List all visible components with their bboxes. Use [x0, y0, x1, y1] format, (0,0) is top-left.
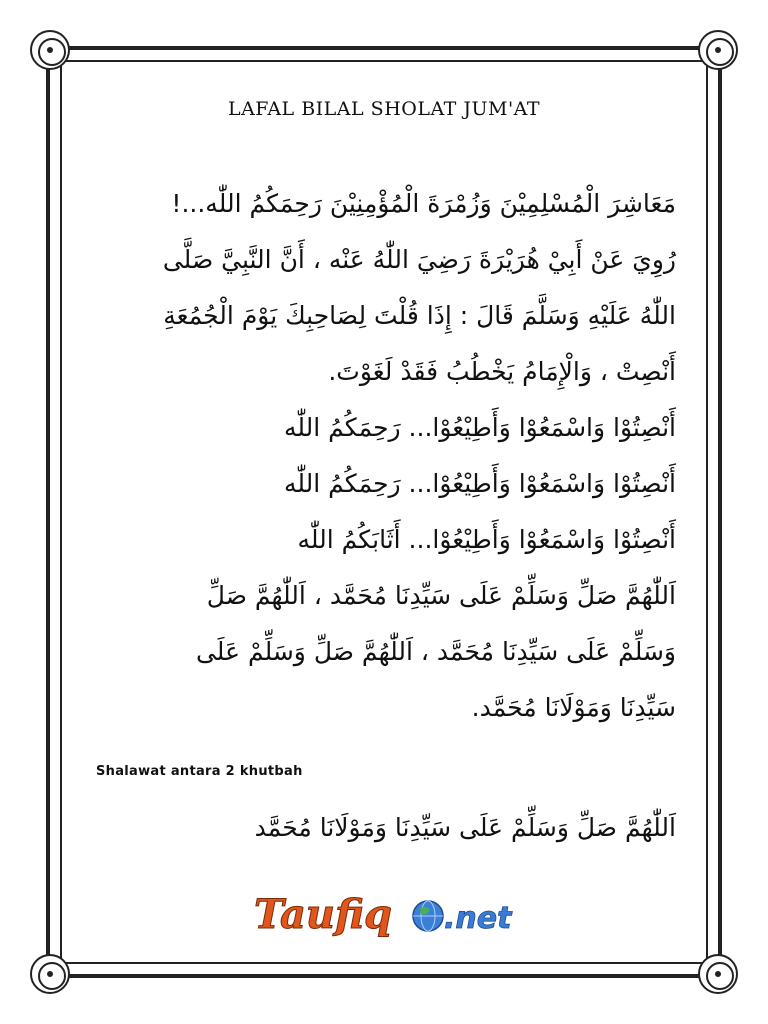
shalawat-text-block [88, 800, 676, 856]
arabic-line: أَنْصِتُوْا وَاسْمَعُوْا وَأَطِيْعُوْا... أَثَابَكُمُ اللّٰه [297, 525, 676, 554]
shalawat-caption: Shalawat antara 2 khutbah [96, 764, 303, 779]
logo-wordmark: Taufiq [254, 891, 392, 938]
logo-suffix: .net [444, 901, 512, 936]
shalawat-line: اَللّٰهُمَّ صَلِّ وَسَلِّمْ عَلَى سَيِّدِنَا وَمَوْلَانَا مُحَمَّد [254, 813, 676, 842]
arabic-text-block [88, 176, 676, 736]
arabic-line: اللّٰهُ عَلَيْهِ وَسَلَّمَ قَالَ : إِذَا قُلْتَ لِصَاحِبِكَ يَوْمَ الْجُمُعَةِ [163, 301, 676, 330]
arabic-line: أَنْصِتْ ، وَالْإِمَامُ يَخْطُبُ فَقَدْ لَغَوْتَ. [328, 357, 676, 386]
arabic-line: اَللّٰهُمَّ صَلِّ وَسَلِّمْ عَلَى سَيِّدِنَا مُحَمَّد ، اَللّٰهُمَّ صَلِّ [206, 581, 676, 610]
logo-graphic [250, 886, 512, 942]
arabic-line: وَسَلِّمْ عَلَى سَيِّدِنَا مُحَمَّد ، اَللّٰهُمَّ صَلِّ وَسَلِّمْ عَلَى [195, 637, 676, 666]
site-logo [250, 886, 512, 942]
globe-icon [413, 901, 443, 931]
corner-ornament-top-left [30, 30, 70, 70]
page-title: LAFAL BILAL SHOLAT JUM'AT [227, 98, 541, 120]
corner-ornament-top-right [698, 30, 738, 70]
arabic-line: مَعَاشِرَ الْمُسْلِمِيْنَ وَزُمْرَةَ الْمُؤْمِنِيْنَ رَحِمَكُمُ اللّٰه...! [171, 189, 676, 218]
arabic-line: أَنْصِتُوْا وَاسْمَعُوْا وَأَطِيْعُوْا... رَحِمَكُمُ اللّٰه [283, 469, 676, 498]
arabic-line: أَنْصِتُوْا وَاسْمَعُوْا وَأَطِيْعُوْا... رَحِمَكُمُ اللّٰه [283, 413, 676, 442]
corner-ornament-bottom-left [30, 954, 70, 994]
arabic-line: سَيِّدِنَا وَمَوْلَانَا مُحَمَّد. [471, 693, 676, 722]
arabic-line: رُوِيَ عَنْ أَبِيْ هُرَيْرَةَ رَضِيَ اللّٰهُ عَنْه ، أَنَّ النَّبِيَّ صَلَّى [162, 245, 676, 274]
corner-ornament-bottom-right [698, 954, 738, 994]
